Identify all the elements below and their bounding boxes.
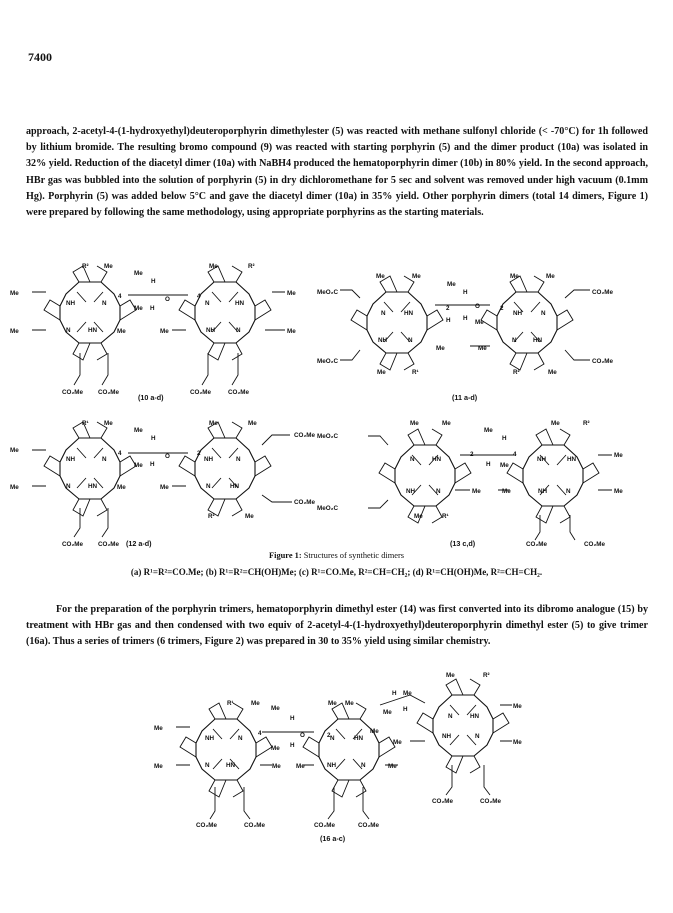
svg-text:O: O <box>165 296 170 303</box>
svg-text:NH: NH <box>538 488 548 495</box>
svg-text:CO₂Me: CO₂Me <box>592 358 613 365</box>
svg-text:R²: R² <box>483 672 490 679</box>
svg-text:Me: Me <box>117 328 126 335</box>
svg-text:NH: NH <box>66 300 76 307</box>
svg-text:H: H <box>403 706 408 713</box>
svg-text:CO₂Me: CO₂Me <box>432 798 453 805</box>
compound-12-label: (12 a-d) <box>126 539 152 548</box>
svg-text:Me: Me <box>10 447 19 454</box>
svg-text:4: 4 <box>118 450 122 457</box>
svg-text:H: H <box>486 461 491 468</box>
svg-text:N: N <box>408 337 413 344</box>
svg-text:Me: Me <box>548 369 557 376</box>
compound-16-label: (16 a-c) <box>320 834 346 843</box>
svg-text:N: N <box>102 300 107 307</box>
svg-text:Me: Me <box>377 369 386 376</box>
svg-text:R¹: R¹ <box>82 420 89 427</box>
svg-text:N: N <box>361 762 366 769</box>
svg-text:Me: Me <box>551 420 560 427</box>
svg-text:H: H <box>290 742 295 749</box>
svg-text:2: 2 <box>446 305 450 312</box>
svg-text:R²: R² <box>248 263 255 270</box>
svg-text:Me: Me <box>117 484 126 491</box>
svg-text:HN: HN <box>235 300 245 307</box>
svg-text:Me: Me <box>296 763 305 770</box>
svg-text:Me: Me <box>447 281 456 288</box>
svg-text:CO₂Me: CO₂Me <box>480 798 501 805</box>
svg-text:Me: Me <box>248 420 257 427</box>
paragraph-trimer-synthesis: For the preparation of the porphyrin trimers, hematoporphyrin dimethyl ester (14) was first converted into its dibromo analogue (15) by treatment with HBr gas and then condensed with two equiv of 2-acetyl-4-(1-hydroxyethyl)deuteroporphyrin dimethyl ester (5) to give trimer (16a). Thus a series of trimers (6 trimers, Figure 2) was prepared in 30 to 35% yield using similar chemistry. <box>26 604 648 648</box>
svg-text:Me: Me <box>10 484 19 491</box>
svg-text:Me: Me <box>134 427 143 434</box>
svg-text:HN: HN <box>404 310 414 317</box>
svg-text:R²: R² <box>583 420 590 427</box>
svg-text:MeO₂C: MeO₂C <box>317 433 338 440</box>
svg-text:4: 4 <box>513 451 517 458</box>
svg-text:CO₂Me: CO₂Me <box>228 389 249 396</box>
figure1-legend: (a) R¹=R²=CO.Me; (b) R¹=R²=CH(OH)Me; (c) R¹=CO.Me, R²=CH=CH₂; (d) R¹=CH(OH)Me, R²=CH=CH₂. <box>130 567 543 577</box>
svg-text:Me: Me <box>475 319 484 326</box>
svg-text:Me: Me <box>287 290 296 297</box>
svg-text:HN: HN <box>88 483 98 490</box>
svg-text:Me: Me <box>510 273 519 280</box>
svg-text:Me: Me <box>414 513 423 520</box>
svg-text:Me: Me <box>10 328 19 335</box>
svg-text:CO₂Me: CO₂Me <box>62 541 83 548</box>
svg-text:O: O <box>300 732 305 739</box>
svg-text:Me: Me <box>614 488 623 495</box>
svg-text:HN: HN <box>533 337 543 344</box>
svg-text:H: H <box>150 461 155 468</box>
svg-text:N: N <box>236 327 241 334</box>
svg-text:CO₂Me: CO₂Me <box>190 389 211 396</box>
svg-text:Me: Me <box>134 305 143 312</box>
svg-text:Me: Me <box>134 462 143 469</box>
svg-text:Me: Me <box>245 513 254 520</box>
svg-text:H: H <box>463 289 468 296</box>
svg-text:CO₂Me: CO₂Me <box>196 822 217 829</box>
svg-text:Me: Me <box>412 273 421 280</box>
svg-text:Me: Me <box>271 705 280 712</box>
svg-text:2: 2 <box>327 732 331 739</box>
svg-text:MeO₂C: MeO₂C <box>317 289 338 296</box>
svg-text:CO₂Me: CO₂Me <box>244 822 265 829</box>
svg-text:Me: Me <box>104 420 113 427</box>
svg-text:CO₂Me: CO₂Me <box>314 822 335 829</box>
svg-text:Me: Me <box>287 328 296 335</box>
svg-text:Me: Me <box>436 345 445 352</box>
svg-text:HN: HN <box>354 735 364 742</box>
svg-text:CO₂Me: CO₂Me <box>294 499 315 506</box>
svg-text:R²: R² <box>513 369 520 376</box>
svg-text:CO₂Me: CO₂Me <box>294 432 315 439</box>
svg-text:CO₂Me: CO₂Me <box>62 389 83 396</box>
svg-text:Me: Me <box>272 763 281 770</box>
svg-text:MeO₂C: MeO₂C <box>317 358 338 365</box>
svg-text:H: H <box>502 435 507 442</box>
svg-text:N: N <box>475 733 480 740</box>
svg-text:Me: Me <box>154 725 163 732</box>
compound-10-label: (10 a-d) <box>138 393 164 402</box>
svg-text:Me: Me <box>446 672 455 679</box>
svg-text:Me: Me <box>271 745 280 752</box>
svg-text:H: H <box>290 715 295 722</box>
svg-text:Me: Me <box>209 263 218 270</box>
svg-text:NH: NH <box>442 733 452 740</box>
svg-text:HN: HN <box>226 762 236 769</box>
svg-text:Me: Me <box>502 488 511 495</box>
svg-text:Me: Me <box>513 703 522 710</box>
svg-text:NH: NH <box>206 327 216 334</box>
svg-text:Me: Me <box>484 427 493 434</box>
svg-text:CO₂Me: CO₂Me <box>98 541 119 548</box>
compound-13-structure <box>317 420 623 548</box>
svg-text:Me: Me <box>478 345 487 352</box>
svg-text:MeO₂C: MeO₂C <box>317 505 338 512</box>
svg-text:CO₂Me: CO₂Me <box>98 389 119 396</box>
svg-text:Me: Me <box>154 763 163 770</box>
svg-text:N: N <box>410 456 415 463</box>
svg-text:NH: NH <box>204 456 214 463</box>
svg-text:NH: NH <box>205 735 215 742</box>
svg-text:N: N <box>205 762 210 769</box>
svg-text:H: H <box>463 315 468 322</box>
svg-text:Me: Me <box>345 700 354 707</box>
svg-text:CO₂Me: CO₂Me <box>358 822 379 829</box>
svg-text:Me: Me <box>500 462 509 469</box>
page-number: 7400 <box>28 50 52 64</box>
figure2-trimer-structure <box>0 665 673 865</box>
svg-text:N: N <box>66 483 71 490</box>
svg-text:Me: Me <box>614 452 623 459</box>
svg-text:NH: NH <box>378 337 388 344</box>
svg-text:HN: HN <box>230 483 240 490</box>
svg-text:Me: Me <box>160 484 169 491</box>
svg-text:Me: Me <box>10 290 19 297</box>
svg-text:Me: Me <box>410 420 419 427</box>
svg-text:2: 2 <box>470 451 474 458</box>
compound-11-structure <box>317 273 613 402</box>
svg-text:Me: Me <box>209 420 218 427</box>
svg-text:N: N <box>512 337 517 344</box>
svg-text:Me: Me <box>370 728 379 735</box>
svg-text:NH: NH <box>513 310 523 317</box>
compound-11-label: (11 a-d) <box>452 393 478 402</box>
svg-text:N: N <box>381 310 386 317</box>
svg-text:O: O <box>475 303 480 310</box>
svg-text:HN: HN <box>432 456 442 463</box>
svg-text:Me: Me <box>104 263 113 270</box>
svg-text:N: N <box>330 735 335 742</box>
svg-text:4: 4 <box>197 293 201 300</box>
figure1-caption: Figure 1: Structures of synthetic dimers <box>269 551 404 560</box>
svg-text:NH: NH <box>66 456 76 463</box>
svg-text:H: H <box>150 305 155 312</box>
svg-text:Me: Me <box>160 328 169 335</box>
svg-text:R²: R² <box>208 513 215 520</box>
svg-text:Me: Me <box>376 273 385 280</box>
svg-text:Me: Me <box>403 690 412 697</box>
svg-text:Me: Me <box>251 700 260 707</box>
svg-text:CO₂Me: CO₂Me <box>592 289 613 296</box>
compound-12-structure <box>10 420 315 548</box>
svg-text:Me: Me <box>442 420 451 427</box>
svg-text:N: N <box>436 488 441 495</box>
svg-text:HN: HN <box>470 713 480 720</box>
svg-text:4: 4 <box>258 730 262 737</box>
svg-text:NH: NH <box>537 456 547 463</box>
svg-text:Me: Me <box>513 739 522 746</box>
svg-text:4: 4 <box>118 293 122 300</box>
svg-text:H: H <box>446 317 451 324</box>
svg-text:N: N <box>102 456 107 463</box>
figure1-structures <box>0 250 673 550</box>
svg-text:H: H <box>392 690 397 697</box>
svg-text:Me: Me <box>546 273 555 280</box>
svg-text:H: H <box>151 278 156 285</box>
svg-text:2: 2 <box>500 305 504 312</box>
compound-10-structure <box>10 263 296 402</box>
svg-text:O: O <box>165 453 170 460</box>
compound-16-structure <box>154 672 522 843</box>
svg-text:N: N <box>206 483 211 490</box>
svg-text:R¹: R¹ <box>227 700 234 707</box>
svg-text:Me: Me <box>472 488 481 495</box>
svg-text:CO₂Me: CO₂Me <box>584 541 605 548</box>
svg-text:CO₂Me: CO₂Me <box>526 541 547 548</box>
svg-text:N: N <box>236 456 241 463</box>
svg-text:Me: Me <box>134 270 143 277</box>
svg-text:HN: HN <box>567 456 577 463</box>
svg-text:Me: Me <box>383 709 392 716</box>
svg-text:N: N <box>448 713 453 720</box>
svg-text:R¹: R¹ <box>412 369 419 376</box>
svg-text:R¹: R¹ <box>442 513 449 520</box>
svg-text:Me: Me <box>393 739 402 746</box>
svg-text:N: N <box>205 300 210 307</box>
svg-text:NH: NH <box>327 762 337 769</box>
svg-text:Me: Me <box>388 763 397 770</box>
svg-text:R²: R² <box>82 263 89 270</box>
svg-text:N: N <box>238 735 243 742</box>
svg-text:2: 2 <box>197 450 201 457</box>
svg-text:HN: HN <box>88 327 98 334</box>
svg-text:N: N <box>566 488 571 495</box>
compound-13-label: (13 c,d) <box>450 539 476 548</box>
svg-text:H: H <box>151 435 156 442</box>
svg-text:Me: Me <box>328 700 337 707</box>
svg-text:N: N <box>541 310 546 317</box>
paragraph-dimer-synthesis: approach, 2-acetyl-4-(1-hydroxyethyl)deuteroporphyrin dimethylester (5) was reacted with methane sulfonyl chloride (< -70°C) for 1h followed by lithium bromide. The resulting bromo compound (9) was reacted with starting porphyrin (5) and the dimer product (10a) was isolated in 32% yield. Reduction of the diacetyl dimer (10a) with NaBH4 produced the hematoporphyrin dimer (10b) in 80% yield. In the second approach, HBr gas was bubbled into the solution of porphyrin (5) in dry dichloromethane for 5 sec and solvent was removed under high vacuum (0.1mm Hg). Porphyrin (5) was added below 5°C and gave the diacetyl dimer (10a) in 35% yield. Other porphyrin dimers (total 14 dimers, Figure 1) were prepared by following the same methodology, using appropriate porphyrins as the starting materials. <box>26 126 648 219</box>
svg-text:NH: NH <box>406 488 416 495</box>
svg-text:N: N <box>66 327 71 334</box>
